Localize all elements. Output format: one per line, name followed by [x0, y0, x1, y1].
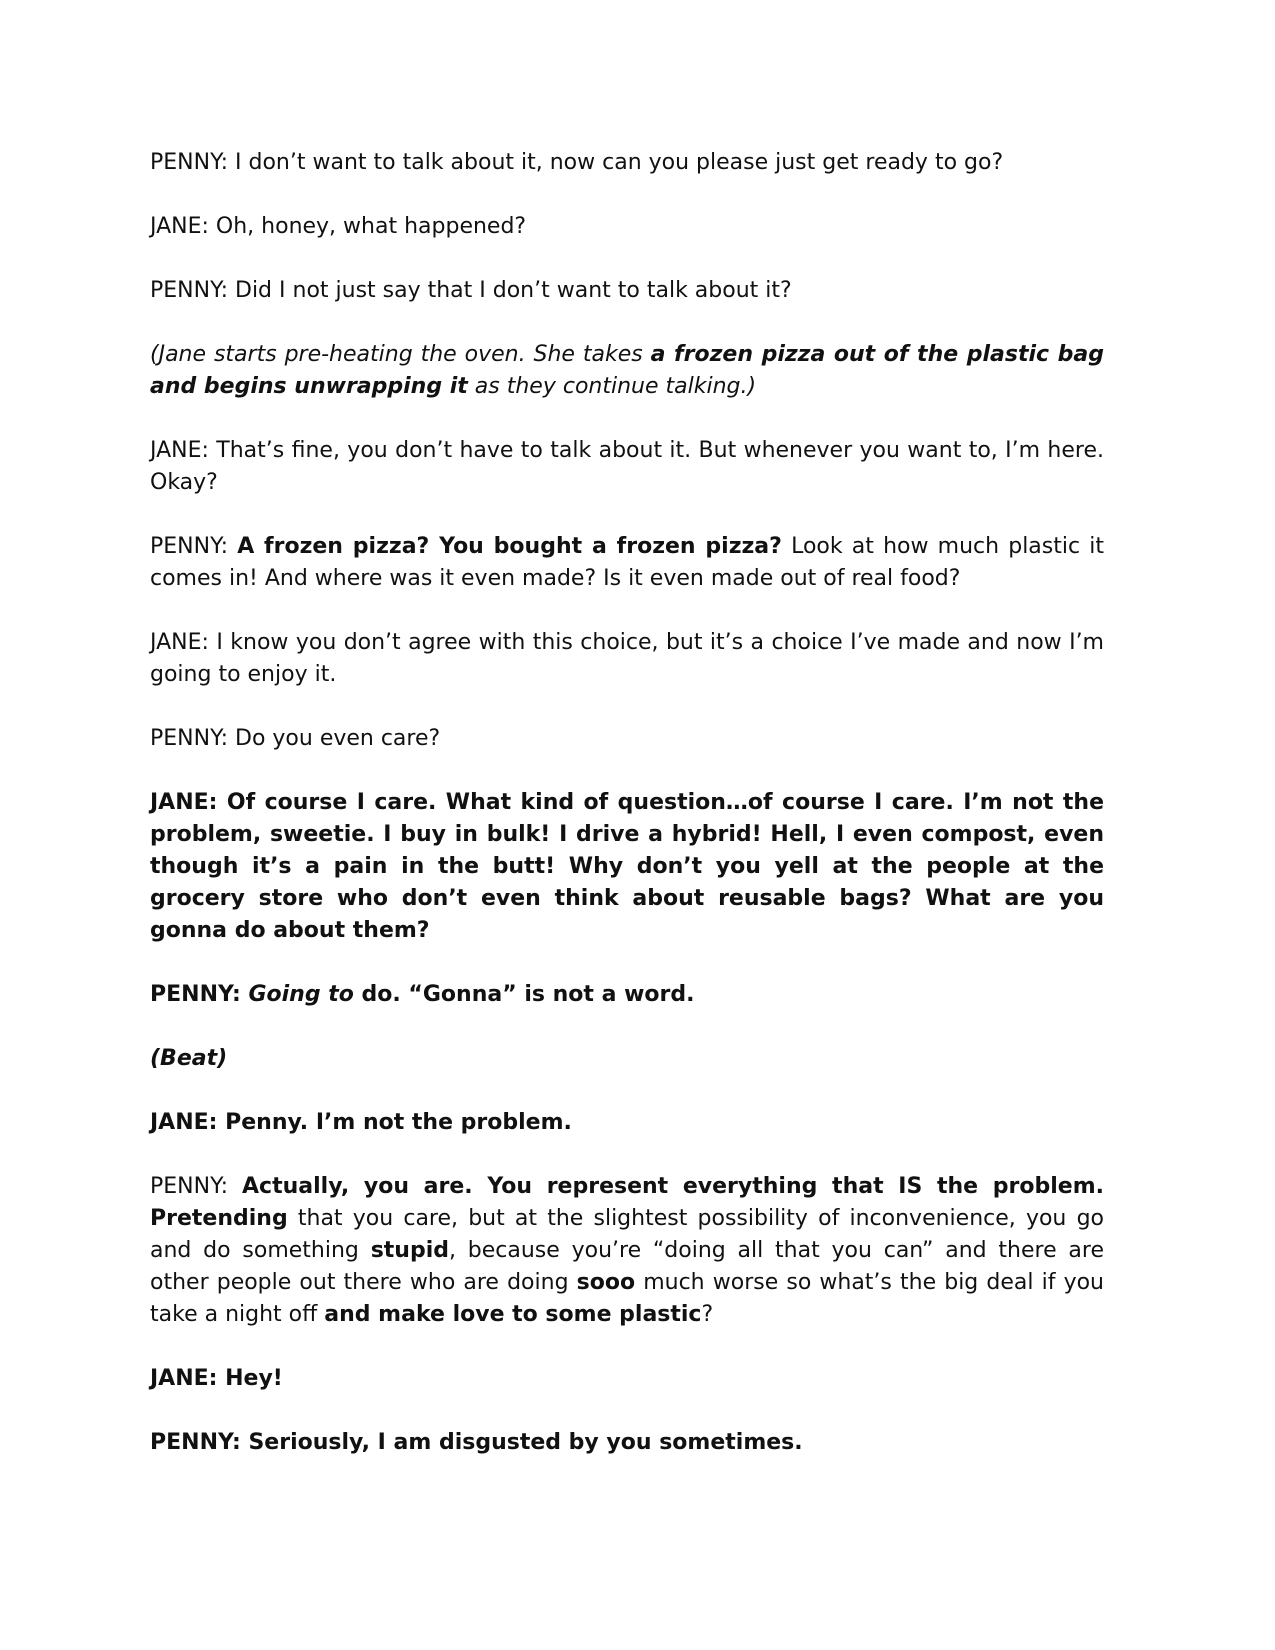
text-segment: and make love to some plastic — [324, 1302, 702, 1327]
text-segment: (Beat) — [150, 1046, 228, 1071]
text-segment: JANE: Oh, honey, what happened? — [150, 214, 527, 239]
dialogue-line — [150, 1427, 1104, 1459]
text-segment: as they continue talking.) — [467, 374, 757, 399]
text-segment: PENNY: Did I not just say that I don’t want to talk about it? — [150, 278, 792, 303]
text-segment: JANE: That’s fine, you don’t have to talk about it. But whenever you want to, I’m here. Okay? — [150, 438, 1104, 495]
dialogue-line — [150, 435, 1104, 499]
text-segment: Going to — [248, 982, 354, 1007]
text-segment: that you care, but at the slightest possibility of inconvenience, you go and do something — [150, 1206, 1104, 1263]
text-segment: PENNY: — [150, 534, 238, 559]
dialogue-line — [150, 1363, 1104, 1395]
text-segment: Look at how much plastic it comes in! And where was it even made? Is it even made out of real food? — [150, 534, 1104, 591]
text-segment: PENNY: — [150, 1174, 243, 1199]
text-segment: , because you’re “doing all that you can” and there are other people out there who are doing — [150, 1238, 1104, 1295]
text-segment: ? — [701, 1302, 714, 1327]
text-segment: PENNY: I don’t want to talk about it, now can you please just get ready to go? — [150, 150, 1004, 175]
dialogue-line — [150, 531, 1104, 595]
text-segment: stupid — [370, 1238, 449, 1263]
dialogue-line — [150, 1043, 1104, 1075]
dialogue-line — [150, 147, 1104, 179]
text-segment: PENNY: Seriously, I am disgusted by you sometimes. — [150, 1430, 803, 1455]
text-segment: JANE: I know you don’t agree with this choice, but it’s a choice I’ve made and now I’m going to enjoy it. — [150, 630, 1104, 687]
stage-direction — [150, 339, 1104, 403]
script-body — [150, 147, 1104, 1491]
dialogue-line — [150, 1107, 1104, 1139]
text-segment: (Jane starts pre-heating the oven. She takes — [150, 342, 651, 367]
dialogue-line — [150, 787, 1104, 947]
text-segment: do. “Gonna” is not a word. — [353, 982, 695, 1007]
text-segment: A frozen pizza? You bought a frozen pizza? — [237, 534, 782, 559]
text-segment: Actually, you are. You represent everything that IS the problem. Pretending — [150, 1174, 1104, 1231]
dialogue-line — [150, 627, 1104, 691]
text-segment: PENNY: Do you even care? — [150, 726, 441, 751]
text-segment: PENNY: — [150, 982, 249, 1007]
dialogue-line — [150, 723, 1104, 755]
text-segment: JANE: Penny. I’m not the problem. — [150, 1110, 572, 1135]
text-segment: JANE: Hey! — [150, 1366, 283, 1391]
dialogue-line — [150, 211, 1104, 243]
dialogue-line — [150, 979, 1104, 1011]
text-segment: much worse so what’s the big deal if you take a night off — [150, 1270, 1104, 1327]
text-segment: a frozen pizza out of the plastic bag and begins unwrapping it — [150, 342, 1105, 399]
dialogue-line — [150, 1171, 1104, 1331]
dialogue-line — [150, 275, 1104, 307]
text-segment: JANE: Of course I care. What kind of question…of course I care. I’m not the problem, sweetie. I buy in bulk! I drive a hybrid! Hell, I even compost, even though it’s a pain in the butt! Why don’t you yell at the people at the grocery store who don’t even think about reusable bags? What are you gonna do about them? — [150, 790, 1104, 943]
text-segment: sooo — [576, 1270, 636, 1295]
